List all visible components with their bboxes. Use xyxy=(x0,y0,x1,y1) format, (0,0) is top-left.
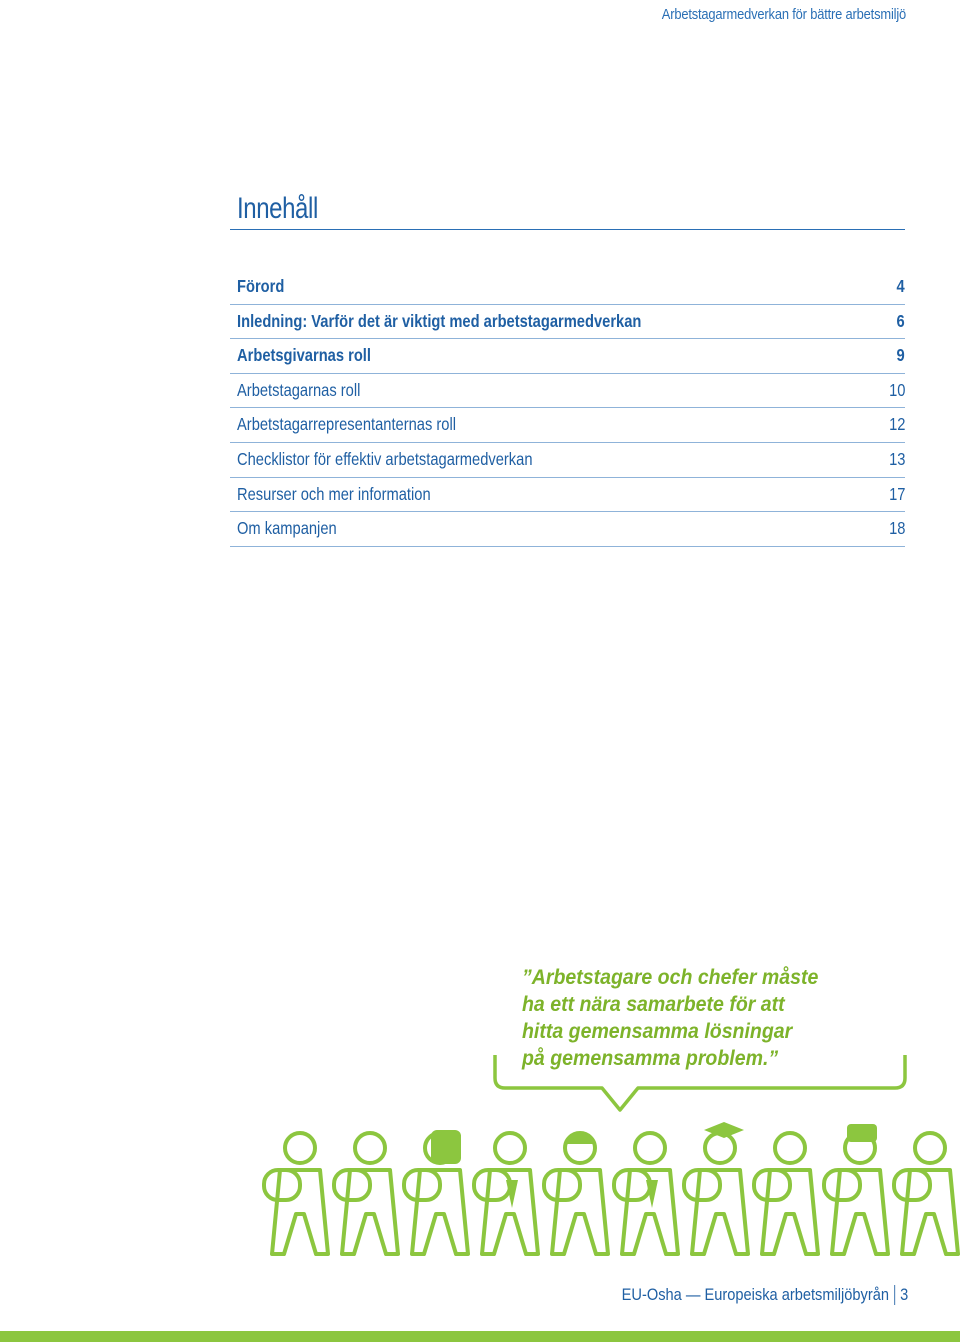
toc-entry-page: 18 xyxy=(888,518,905,539)
toc-list xyxy=(230,270,905,547)
footer xyxy=(621,1285,908,1305)
toc-entry-label: Resurser och mer information xyxy=(237,483,431,504)
toc-entry[interactable] xyxy=(230,408,905,443)
toc-entry-page: 10 xyxy=(888,379,905,400)
toc-entry[interactable] xyxy=(230,339,905,374)
footer-separator xyxy=(894,1285,895,1305)
people-chain-icon xyxy=(256,1118,960,1268)
toc-entry-page: 13 xyxy=(888,448,905,469)
toc-entry-page: 6 xyxy=(896,310,905,331)
toc-entry-page: 17 xyxy=(888,483,905,504)
toc-entry-label: Om kampanjen xyxy=(237,518,337,539)
toc-entry-label: Arbetstagarnas roll xyxy=(237,379,361,400)
toc-entry-label: Arbetsgivarnas roll xyxy=(237,345,371,366)
toc-entry-label: Inledning: Varför det är viktigt med arbetstagarmedverkan xyxy=(237,310,642,331)
people-chain-illustration xyxy=(256,1118,960,1268)
toc-entry[interactable] xyxy=(230,443,905,478)
toc-entry-page: 12 xyxy=(888,414,905,435)
toc-title-divider xyxy=(230,229,905,230)
toc-entry-label: Arbetstagarrepresentanternas roll xyxy=(237,414,456,435)
toc-entry-page: 4 xyxy=(896,276,905,296)
page-number: 3 xyxy=(899,1285,908,1304)
toc-entry[interactable] xyxy=(230,478,905,513)
footer-publisher: EU-Osha — Europeiska arbetsmiljöbyrån xyxy=(621,1285,889,1304)
running-header: Arbetstagarmedverkan för bättre arbetsmiljö xyxy=(661,6,906,23)
quote-line: på gemensamma problem.” xyxy=(522,1047,779,1070)
speech-bubble xyxy=(490,960,920,1120)
toc-entry-label: Förord xyxy=(237,276,285,296)
toc-entry-label: Checklistor för effektiv arbetstagarmedverkan xyxy=(237,448,533,469)
toc-entry[interactable] xyxy=(230,305,905,340)
toc-entry[interactable] xyxy=(230,374,905,409)
toc-entry[interactable] xyxy=(230,270,905,305)
quote-line: hitta gemensamma lösningar xyxy=(522,1020,793,1043)
toc-title: Innehåll xyxy=(237,192,318,225)
toc-entry-page: 9 xyxy=(896,345,905,366)
bottom-accent-bar xyxy=(0,1331,960,1342)
quote-line: ha ett nära samarbete för att xyxy=(522,993,785,1016)
quote-text xyxy=(522,964,818,1072)
quote-line: ”Arbetstagare och chefer måste xyxy=(522,966,819,989)
toc-entry[interactable] xyxy=(230,512,905,547)
